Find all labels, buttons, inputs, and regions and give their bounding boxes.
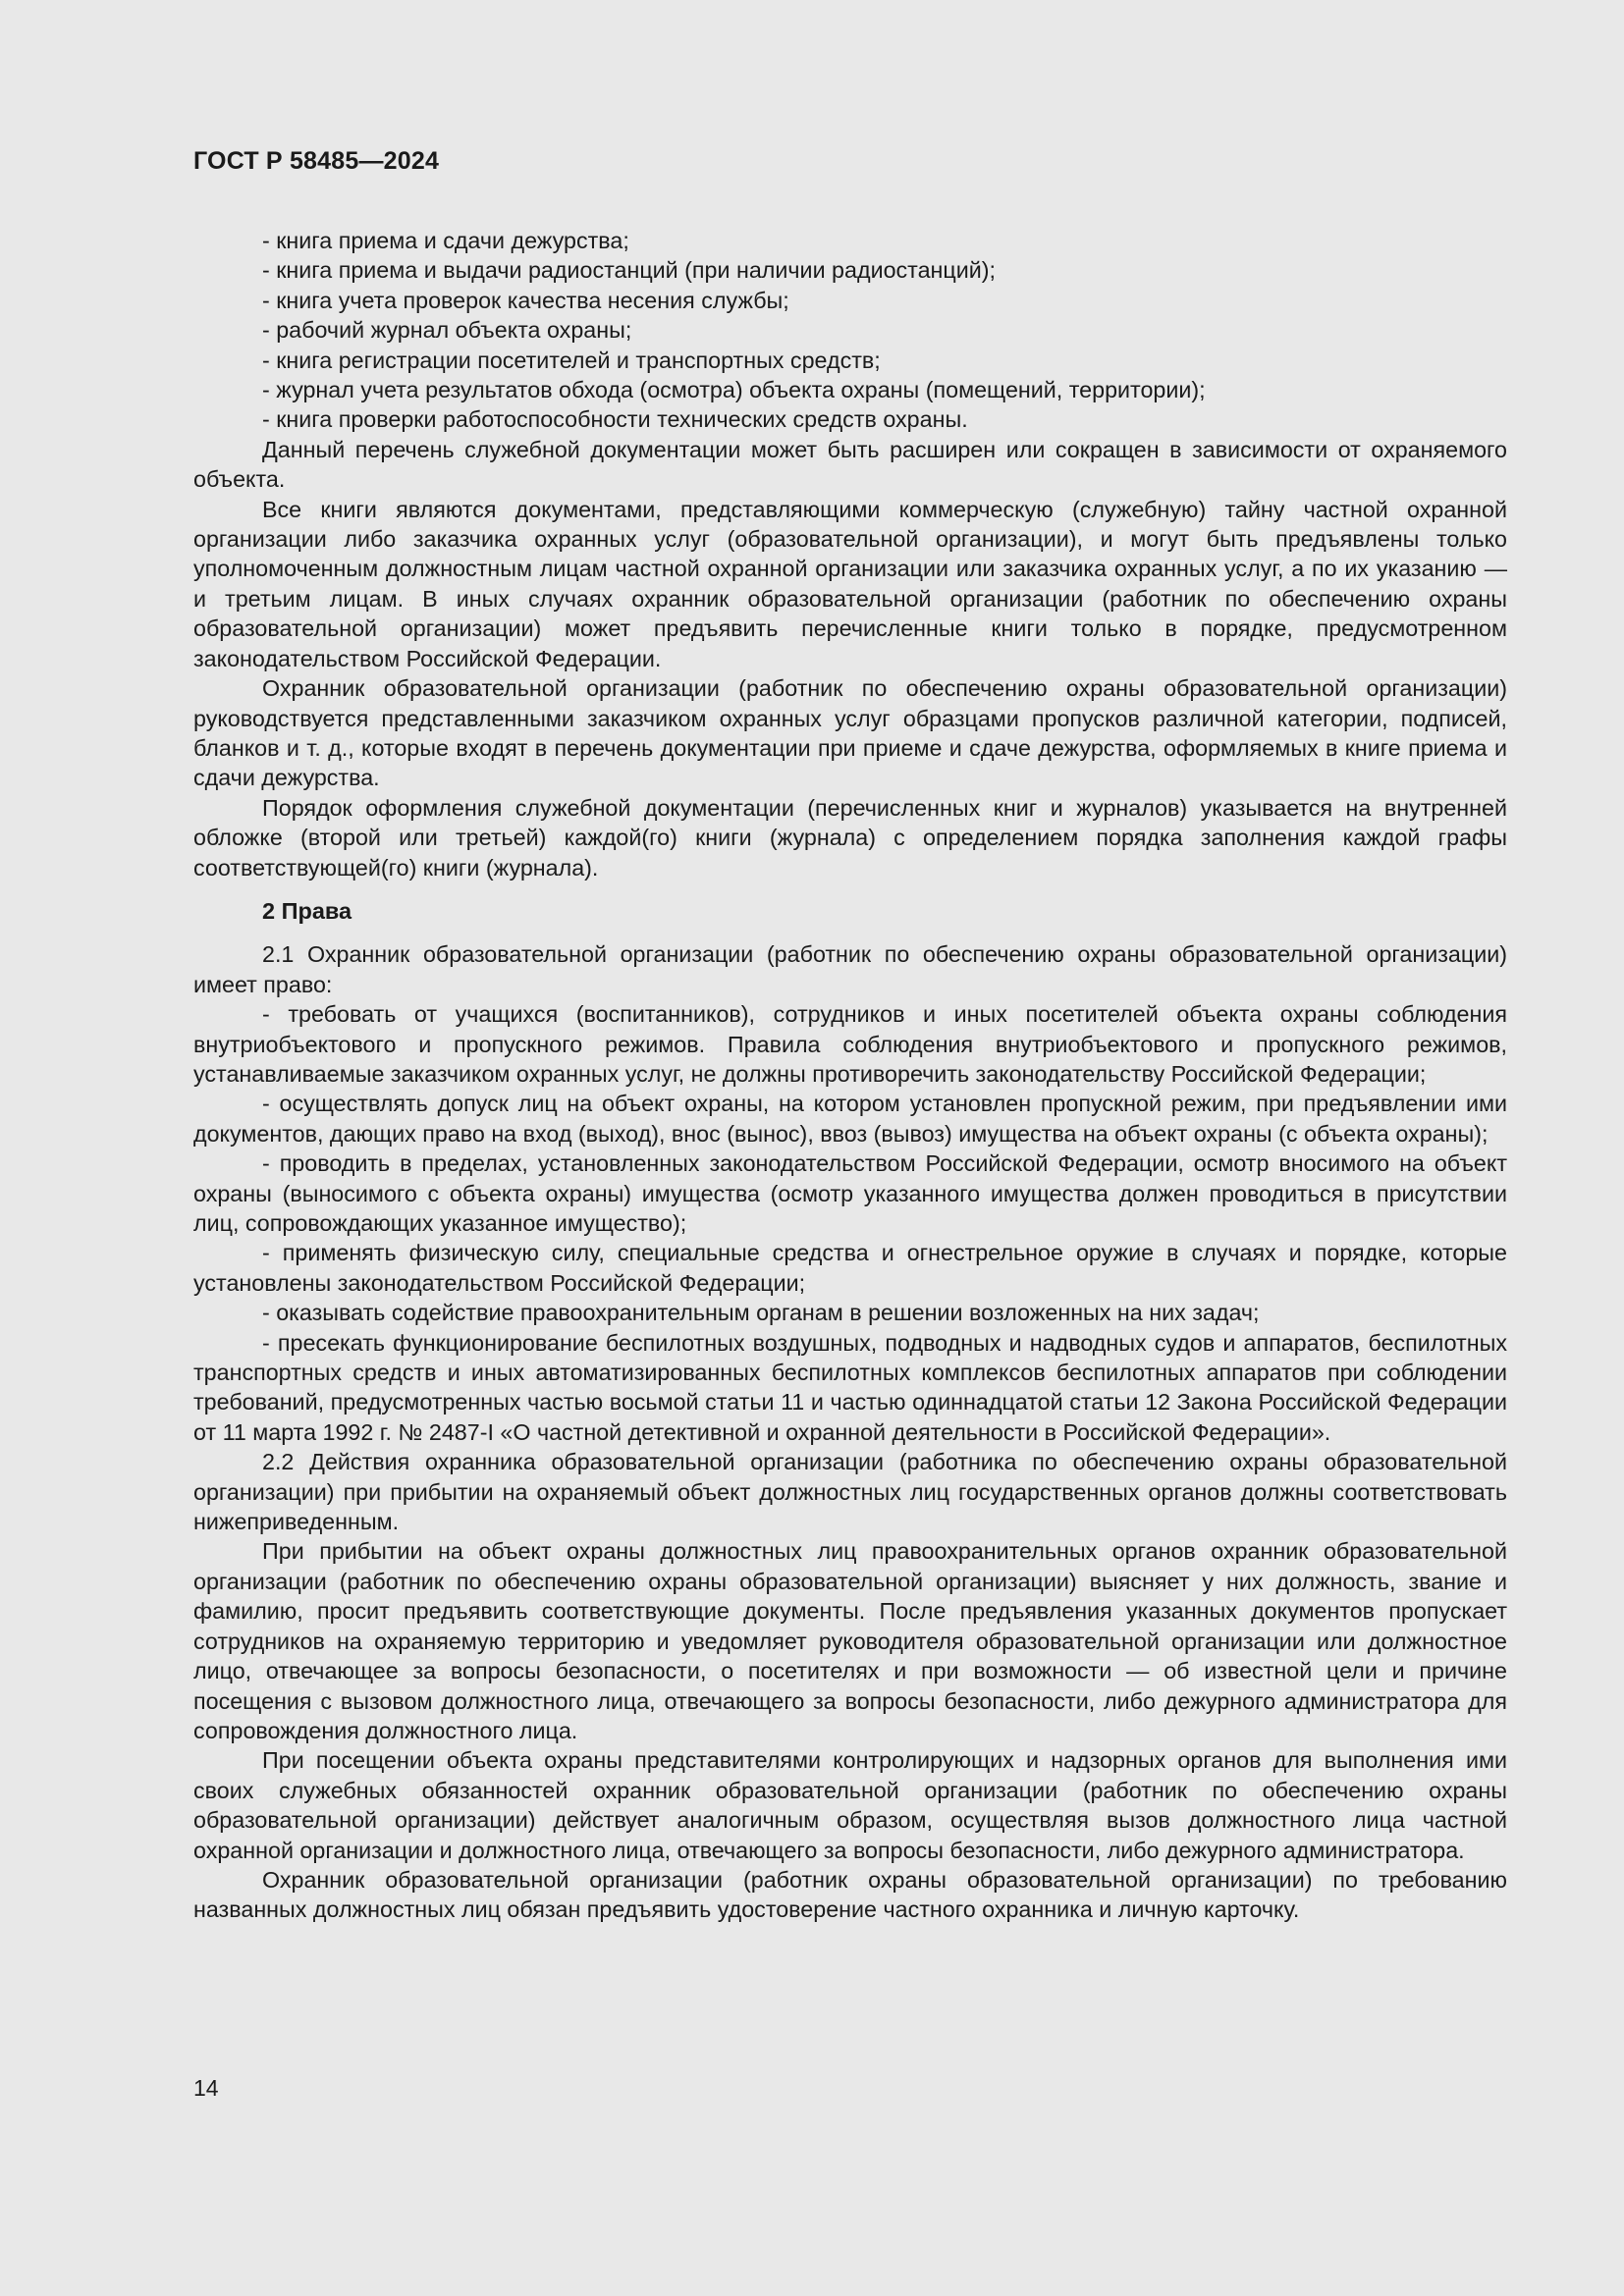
document-body xyxy=(193,226,1507,1925)
list-item: - оказывать содействие правоохранительным органам в решении возложенных на них задач; xyxy=(262,1300,1260,1326)
list-item: - применять физическую силу, специальные средства и огнестрельное оружие в случаях и порядке, которые установлены законодательством Российской Федерации; xyxy=(193,1240,1507,1296)
list-item: - книга приема и сдачи дежурства; xyxy=(262,228,629,253)
page-number: 14 xyxy=(193,2075,219,2101)
paragraph: 2.1 Охранник образовательной организации (работник по обеспечению охраны образовательной организации) имеет право: xyxy=(193,941,1507,997)
paragraph: Охранник образовательной организации (работник по обеспечению охраны образовательной организации) руководствуется представленными заказчиком охранных услуг образцами пропусков различной категории, подписей, бланков и т. д., которые входят в перечень документации при приеме и сдаче дежурства, оформляемых в книге приема и сдачи дежурства. xyxy=(193,675,1507,791)
section-heading: 2 Права xyxy=(262,897,352,924)
list-item: - журнал учета результатов обхода (осмотра) объекта охраны (помещений, территории); xyxy=(262,377,1206,403)
paragraph: При посещении объекта охраны представителями контролирующих и надзорных органов для выполнения ими своих служебных обязанностей охранник образовательной организации (работник по обеспечению охраны образовательной организации) действует аналогичным образом, осуществляя вызов должностного лица частной охранной организации и должностного лица, отвечающего за вопросы безопасности, либо дежурного администратора. xyxy=(193,1747,1507,1863)
paragraph: 2.2 Действия охранника образовательной организации (работника по обеспечению охраны образовательной организации) при прибытии на охраняемый объект должностных лиц государственных органов должны соответствовать нижеприведенным. xyxy=(193,1449,1507,1535)
list-item: - рабочий журнал объекта охраны; xyxy=(262,317,632,344)
paragraph: Охранник образовательной организации (работник охраны образовательной организации) по требованию названных должностных лиц обязан предъявить удостоверение частного охранника и личную карточку. xyxy=(193,1866,1507,1923)
list-item: - книга проверки работоспособности технических средств охраны. xyxy=(262,406,968,433)
paragraph: Все книги являются документами, представляющими коммерческую (служебную) тайну частной охранной организации либо заказчика охранных услуг (образовательной организации), и могут быть предъявлены только уполномоченным должностным лицам частной охранной организации или заказчика охранных услуг, а по их указанию — и третьим лицам. В иных случаях охранник образовательной организации (работник по обеспечению охраны образовательной организации) может предъявить перечисленные книги только в порядке, предусмотренном законодательством Российской Федерации. xyxy=(193,496,1507,671)
paragraph: Данный перечень служебной документации может быть расширен или сокращен в зависимости от охраняемого объекта. xyxy=(193,436,1507,493)
paragraph: При прибытии на объект охраны должностных лиц правоохранительных органов охранник образовательной организации (работник по обеспечению охраны образовательной организации) выясняет у них должность, звание и фамилию, просит предъявить соответствующие документы. После предъявления указанных документов пропускает сотрудников на охраняемую территорию и уведомляет руководителя образовательной организации или должностное лицо, отвечающее за вопросы безопасности, о посетителях и при возможности — об известной цели и причине посещения с вызовом должностного лица, отвечающего за вопросы безопасности, либо дежурного администратора для сопровождения должностного лица. xyxy=(193,1538,1507,1743)
list-item: - проводить в пределах, установленных законодательством Российской Федерации, осмотр вносимого на объект охраны (выносимого с объекта охраны) имущества (осмотр указанного имущества должен проводиться в присутствии лиц, сопровождающих указанное имущество); xyxy=(193,1150,1507,1236)
list-item: - книга учета проверок качества несения службы; xyxy=(262,287,789,313)
list-item: - книга регистрации посетителей и транспортных средств; xyxy=(262,347,881,373)
document-code-header: ГОСТ Р 58485—2024 xyxy=(193,147,440,175)
paragraph: Порядок оформления служебной документации (перечисленных книг и журналов) указывается на внутренней обложке (второй или третьей) каждой(го) книги (журнала) с определением порядка заполнения каждой графы соответствующей(го) книги (журнала). xyxy=(193,794,1507,881)
list-item: - осуществлять допуск лиц на объект охраны, на котором установлен пропускной режим, при предъявлении ими документов, дающих право на вход (выход), внос (вынос), ввоз (вывоз) имущества на объект охраны (с объекта охраны); xyxy=(193,1091,1507,1147)
list-item: - книга приема и выдачи радиостанций (при наличии радиостанций); xyxy=(262,257,997,284)
list-item: - пресекать функционирование беспилотных воздушных, подводных и надводных судов и аппаратов, беспилотных транспортных средств и иных автоматизированных беспилотных комплексов беспилотных аппаратов при соблюдении требований, предусмотренных частью восьмой статьи 11 и частью одиннадцатой статьи 12 Закона Российской Федерации от 11 марта 1992 г. № 2487-I «О частной детективной и охранной деятельности в Российской Федерации». xyxy=(193,1329,1507,1445)
list-item: - требовать от учащихся (воспитанников), сотрудников и иных посетителей объекта охраны соблюдения внутриобъектового и пропускного режимов. Правила соблюдения внутриобъектового и пропускного режимов, устанавливаемые заказчиком охранных услуг, не должны противоречить законодательству Российской Федерации; xyxy=(193,1001,1507,1087)
